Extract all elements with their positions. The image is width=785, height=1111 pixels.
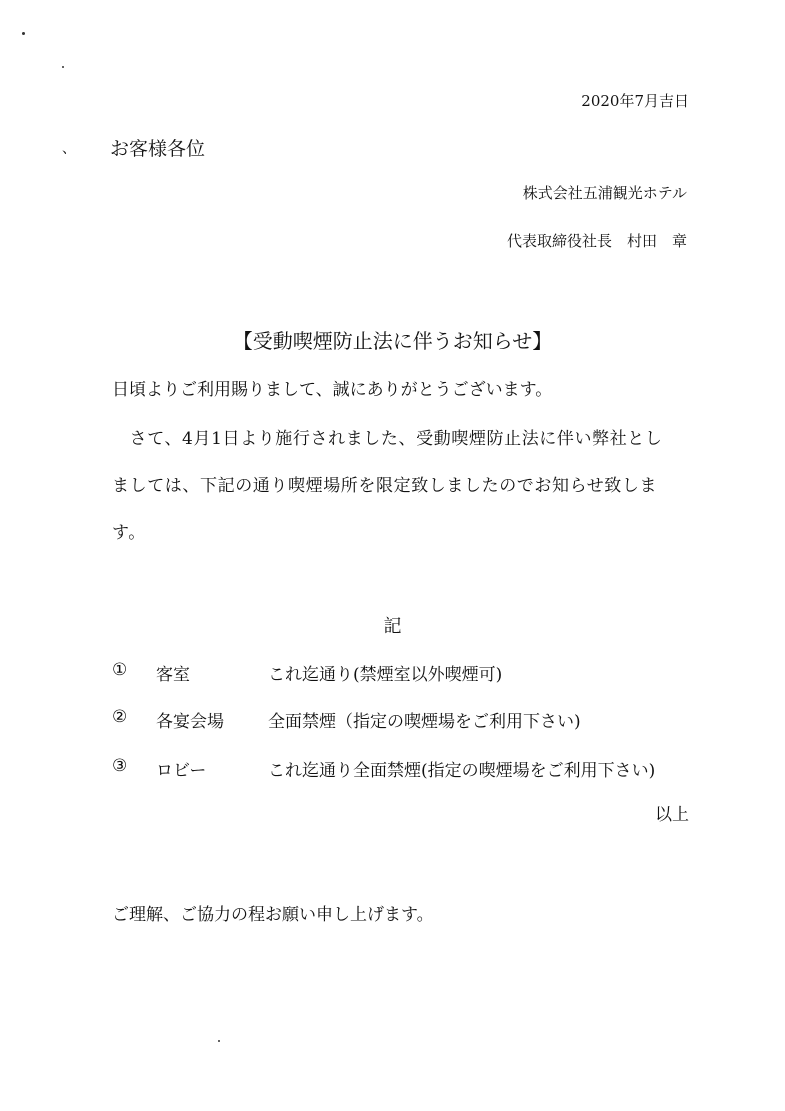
notice-title: 【受動喫煙防止法に伴うお知らせ】 — [232, 329, 553, 353]
item-place: 各宴会場 — [156, 712, 224, 732]
body-line: ましては、下記の通り喫煙場所を限定致しましたのでお知らせ致しま — [112, 476, 658, 496]
representative-name: 代表取締役社長 村田 章 — [506, 232, 687, 250]
stray-mark: 、 — [62, 141, 76, 157]
ki-heading: 記 — [383, 616, 402, 637]
scan-speck — [218, 1040, 220, 1042]
item-number: ② — [112, 707, 128, 727]
recipient: お客様各位 — [110, 138, 206, 160]
document-date: 2020年7月吉日 — [581, 92, 689, 110]
closing-ijou: 以上 — [655, 805, 689, 825]
company-name: 株式会社五浦観光ホテル — [522, 184, 687, 202]
body-line: さて、4月1日より施行されました、受動喫煙防止法に伴い弊社とし — [112, 429, 663, 449]
body-line: す。 — [112, 523, 146, 543]
scan-speck — [62, 66, 64, 68]
item-detail: これ迄通り(禁煙室以外喫煙可) — [268, 665, 503, 685]
item-number: ① — [112, 660, 128, 680]
item-detail: 全面禁煙（指定の喫煙場をご利用下さい) — [268, 712, 581, 732]
item-number: ③ — [112, 756, 128, 776]
item-place: ロビー — [156, 761, 207, 781]
item-place: 客室 — [156, 665, 190, 685]
closing-line: ご理解、ご協力の程お願い申し上げます。 — [112, 905, 434, 925]
greeting-line: 日頃よりご利用賜りまして、誠にありがとうございます。 — [112, 380, 553, 400]
scan-speck — [22, 32, 25, 35]
item-detail: これ迄通り全面禁煙(指定の喫煙場をご利用下さい) — [268, 761, 656, 781]
